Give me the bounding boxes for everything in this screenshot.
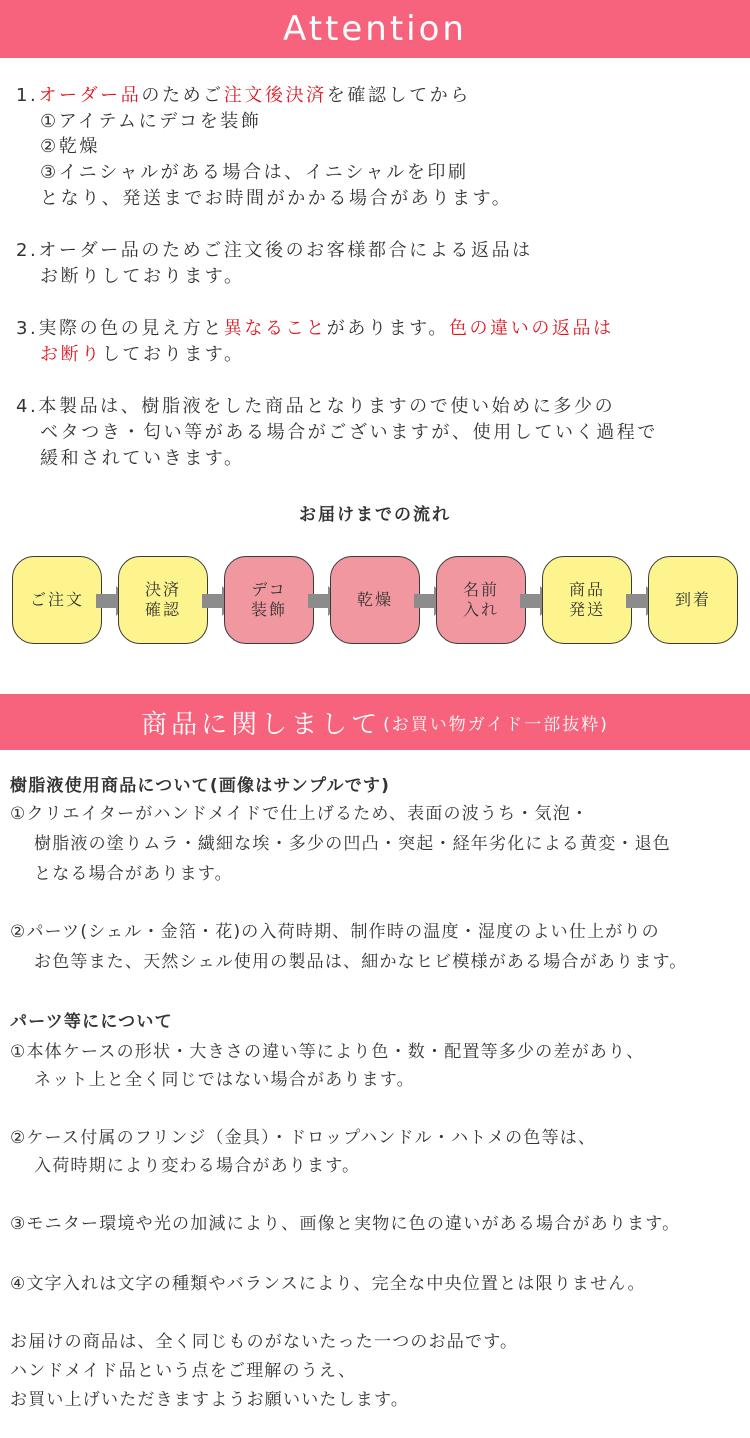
note-3-red-differ: 異なること [223,318,327,339]
note-4-line-2: ベタつき・匂い等がある場合がございますが、使用していく過程で [40,422,658,443]
flow-step-label-2: 装飾 [250,600,287,619]
parts-p6: ④文字入れは文字の種類やバランスにより、完全な中央位置とは限りません。 [10,1274,646,1294]
resin-p2-line-2: お色等また、天然シェル使用の製品は、細かなヒビ模様がある場合があります。 [34,952,688,972]
note-1-line-1 [16,84,471,108]
flow-step-deco [224,556,314,644]
note-1-text-b: を確認してから [326,85,471,106]
note-3-line-2 [40,343,245,367]
closing-line-1: お届けの商品は、全く同じものがないたった一つのお品です。 [10,1332,519,1352]
parts-heading: パーツ等にについて [10,1012,173,1032]
flow-step-label-2: 発送 [568,600,605,619]
flow-step-name [436,556,526,644]
note-1-number: 1. [16,85,39,106]
note-1-red-payment: 注文後決済 [223,85,327,106]
note-1-line-3: ②乾燥 [40,136,100,157]
note-4-line-3: 緩和されていきます。 [40,448,245,469]
flow-step-arrival [648,556,738,644]
closing-line-3: お買い上げいただきますようお願いいたします。 [10,1390,410,1410]
parts-p4-line-2: 入荷時期により変わる場合があります。 [34,1156,361,1176]
note-1-line-2: ①アイテムにデコを装飾 [40,111,262,132]
note-4-line-1: 4.本製品は、樹脂液をした商品となりますので使い始めに多少の [16,396,616,417]
flow-step-label-2: 入れ [462,600,499,619]
note-2-line-2: お断りしております。 [40,266,245,287]
flow-step-order [12,556,102,644]
flow-step-label: デコ [251,580,287,599]
resin-p1-line-3: となる場合があります。 [34,864,233,884]
attention-title: Attention [283,9,467,49]
flow-step-label-2: 確認 [144,600,181,619]
flow-step-ship [542,556,632,644]
flow-step-label: 名前 [462,580,499,599]
flow-title: お届けまでの流れ [299,505,451,525]
flow-step-label: 商品 [568,580,605,599]
flow-step-label: 乾燥 [356,590,393,609]
note-3-line-1 [16,317,614,341]
flow-step-label: ご注文 [29,590,84,609]
note-3-text-c: しております。 [101,344,245,365]
note-3-text-a: 3.実際の色の見え方と [16,318,224,339]
note-1-text-a: のためご [141,85,224,106]
resin-p1-line-2: 樹脂液の塗りムラ・繊細な埃・多少の凹凸・突起・経年劣化による黄変・退色 [34,834,671,854]
parts-p3-line-1: ①本体ケースの形状・大きさの違い等により色・数・配置等多少の差があり、 [10,1042,645,1062]
flow-step-payment-confirm [118,556,208,644]
product-section-subtitle: (お買い物ガイド一部抜粋) [383,714,609,735]
resin-p2-line-1: ②パーツ(シェル・金箔・花)の入荷時期、制作時の温度・湿度のよい仕上がりの [10,922,660,942]
note-3-text-b: があります。 [326,318,449,339]
product-section-title: 商品に関しまして [141,709,382,740]
parts-p5: ③モニター環境や光の加減により、画像と実物に色の違いがある場合があります。 [10,1214,681,1234]
resin-p1-line-1: ①クリエイターがハンドメイドで仕上げるため、表面の波うち・気泡・ [10,804,590,824]
resin-heading: 樹脂液使用商品について(画像はサンプルです) [10,776,391,796]
parts-p3-line-2: ネット上と全く同じではない場合があります。 [34,1070,415,1090]
flow-step-label: 決済 [144,580,181,599]
note-1-line-5: となり、発送までお時間がかかる場合があります。 [40,188,513,209]
closing-line-2: ハンドメイド品という点をご理解のうえ、 [10,1361,357,1381]
product-section-banner [0,694,750,750]
note-3-red-refuse: お断り [40,344,102,365]
note-1-red-order: オーダー品 [38,85,142,106]
parts-p4-line-1: ②ケース付属のフリンジ（金具）・ドロップハンドル・ハトメの色等は、 [10,1128,597,1148]
note-1-line-4: ③イニシャルがある場合は、イニシャルを印刷 [40,162,469,183]
attention-banner [0,0,750,58]
flow-step-dry [330,556,420,644]
note-2-line-1: 2.オーダー品のためご注文後のお客様都合による返品は [16,240,533,261]
flow-step-label: 到着 [674,590,711,609]
note-3-red-return: 色の違いの返品は [448,318,614,339]
